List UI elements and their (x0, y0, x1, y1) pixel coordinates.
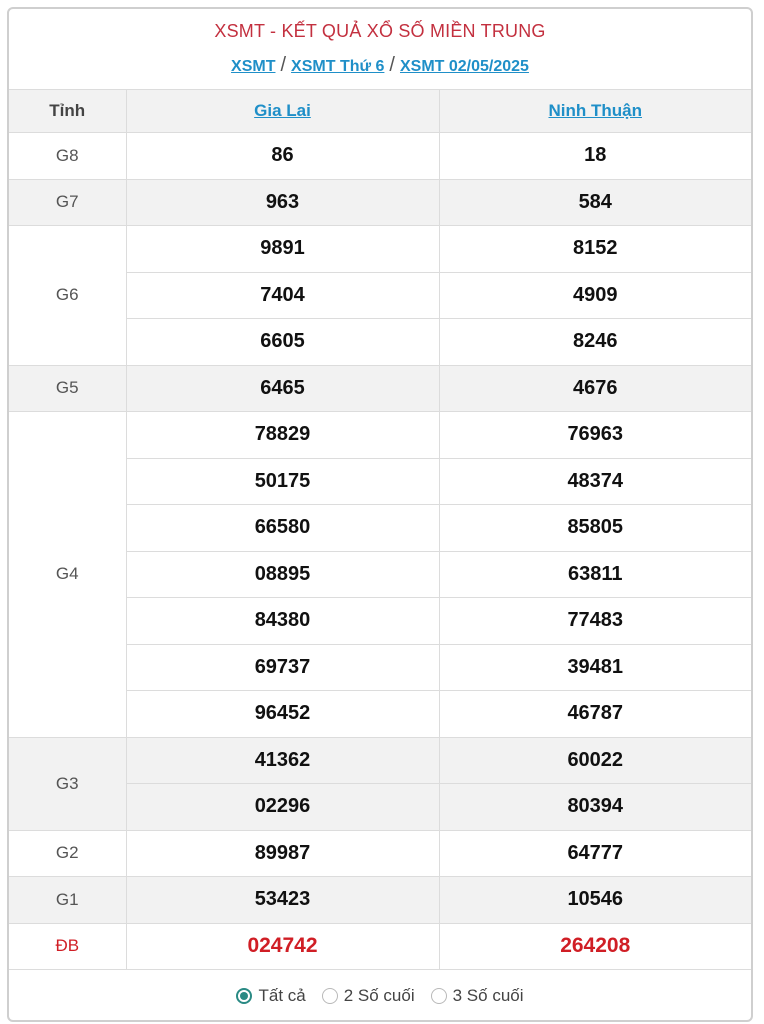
result-number-ninh-thuan: 4676 (439, 365, 751, 412)
filter-option-label: 2 Số cuối (343, 986, 415, 1005)
table-row (9, 830, 751, 877)
results-body (9, 133, 751, 970)
province-link-ninh-thuan[interactable]: Ninh Thuận (548, 101, 642, 120)
prize-label: G5 (9, 365, 126, 412)
table-row (9, 179, 751, 226)
table-row (9, 923, 751, 970)
digit-filter (9, 970, 751, 1022)
result-number-ninh-thuan: 8152 (439, 226, 751, 273)
result-number-gia-lai: 02296 (126, 784, 439, 831)
result-number-ninh-thuan: 64777 (439, 830, 751, 877)
result-number-gia-lai: 963 (126, 179, 439, 226)
filter-option-all[interactable] (236, 986, 305, 1006)
prize-label: G2 (9, 830, 126, 877)
result-number-gia-lai: 08895 (126, 551, 439, 598)
table-row (9, 365, 751, 412)
province-link-gia-lai[interactable]: Gia Lai (254, 101, 311, 120)
result-number-gia-lai: 89987 (126, 830, 439, 877)
filter-option-last-2[interactable] (322, 986, 415, 1006)
result-number-ninh-thuan: 80394 (439, 784, 751, 831)
result-number-ninh-thuan: 39481 (439, 644, 751, 691)
breadcrumb-xsmt-thu-6[interactable]: XSMT Thứ 6 (291, 58, 385, 75)
breadcrumb-xsmt-date[interactable]: XSMT 02/05/2025 (399, 58, 529, 75)
result-number-gia-lai: 66580 (126, 505, 439, 552)
breadcrumb-separator: / (280, 54, 287, 76)
table-row (9, 737, 751, 784)
filter-option-last-3[interactable] (431, 986, 524, 1006)
result-number-ninh-thuan: 63811 (439, 551, 751, 598)
result-number-gia-lai: 024742 (126, 923, 439, 970)
result-number-gia-lai: 41362 (126, 737, 439, 784)
result-number-ninh-thuan: 46787 (439, 691, 751, 738)
result-number-ninh-thuan: 584 (439, 179, 751, 226)
page-title: XSMT - KẾT QUẢ XỔ SỐ MIỀN TRUNG (214, 21, 546, 41)
prize-label: G4 (9, 412, 126, 738)
result-number-ninh-thuan: 18 (439, 133, 751, 180)
result-number-gia-lai: 50175 (126, 458, 439, 505)
table-row (9, 877, 751, 924)
result-number-gia-lai: 96452 (126, 691, 439, 738)
result-number-ninh-thuan: 8246 (439, 319, 751, 366)
breadcrumb-xsmt[interactable]: XSMT (231, 58, 276, 75)
header (9, 9, 751, 89)
result-number-gia-lai: 9891 (126, 226, 439, 273)
table-row (9, 226, 751, 273)
result-number-gia-lai: 78829 (126, 412, 439, 459)
breadcrumb (9, 54, 751, 77)
result-number-ninh-thuan: 48374 (439, 458, 751, 505)
prize-label: G6 (9, 226, 126, 366)
radio-unselected-icon[interactable] (322, 988, 338, 1004)
column-header-tinh: Tỉnh (9, 90, 126, 133)
column-header-ninh-thuan (439, 90, 751, 133)
breadcrumb-separator: / (389, 54, 395, 76)
results-panel (7, 7, 753, 1022)
result-number-ninh-thuan: 10546 (439, 877, 751, 924)
prize-label: ĐB (9, 923, 126, 970)
result-number-ninh-thuan: 60022 (439, 737, 751, 784)
result-number-ninh-thuan: 76963 (439, 412, 751, 459)
results-table (9, 89, 751, 970)
prize-label: G8 (9, 133, 126, 180)
radio-selected-icon[interactable] (236, 988, 252, 1004)
result-number-gia-lai: 6465 (126, 365, 439, 412)
prize-label: G7 (9, 179, 126, 226)
result-number-gia-lai: 6605 (126, 319, 439, 366)
prize-label: G1 (9, 877, 126, 924)
result-number-gia-lai: 7404 (126, 272, 439, 319)
table-row (9, 412, 751, 459)
radio-unselected-icon[interactable] (431, 988, 447, 1004)
table-row (9, 133, 751, 180)
result-number-ninh-thuan: 4909 (439, 272, 751, 319)
filter-option-label: Tất cả (258, 986, 306, 1005)
column-header-gia-lai (126, 90, 439, 133)
prize-label: G3 (9, 737, 126, 830)
result-number-ninh-thuan: 77483 (439, 598, 751, 645)
result-number-gia-lai: 84380 (126, 598, 439, 645)
result-number-ninh-thuan: 264208 (439, 923, 751, 970)
result-number-gia-lai: 86 (126, 133, 439, 180)
filter-option-label: 3 Số cuối (452, 986, 524, 1005)
result-number-gia-lai: 53423 (126, 877, 439, 924)
result-number-gia-lai: 69737 (126, 644, 439, 691)
result-number-ninh-thuan: 85805 (439, 505, 751, 552)
